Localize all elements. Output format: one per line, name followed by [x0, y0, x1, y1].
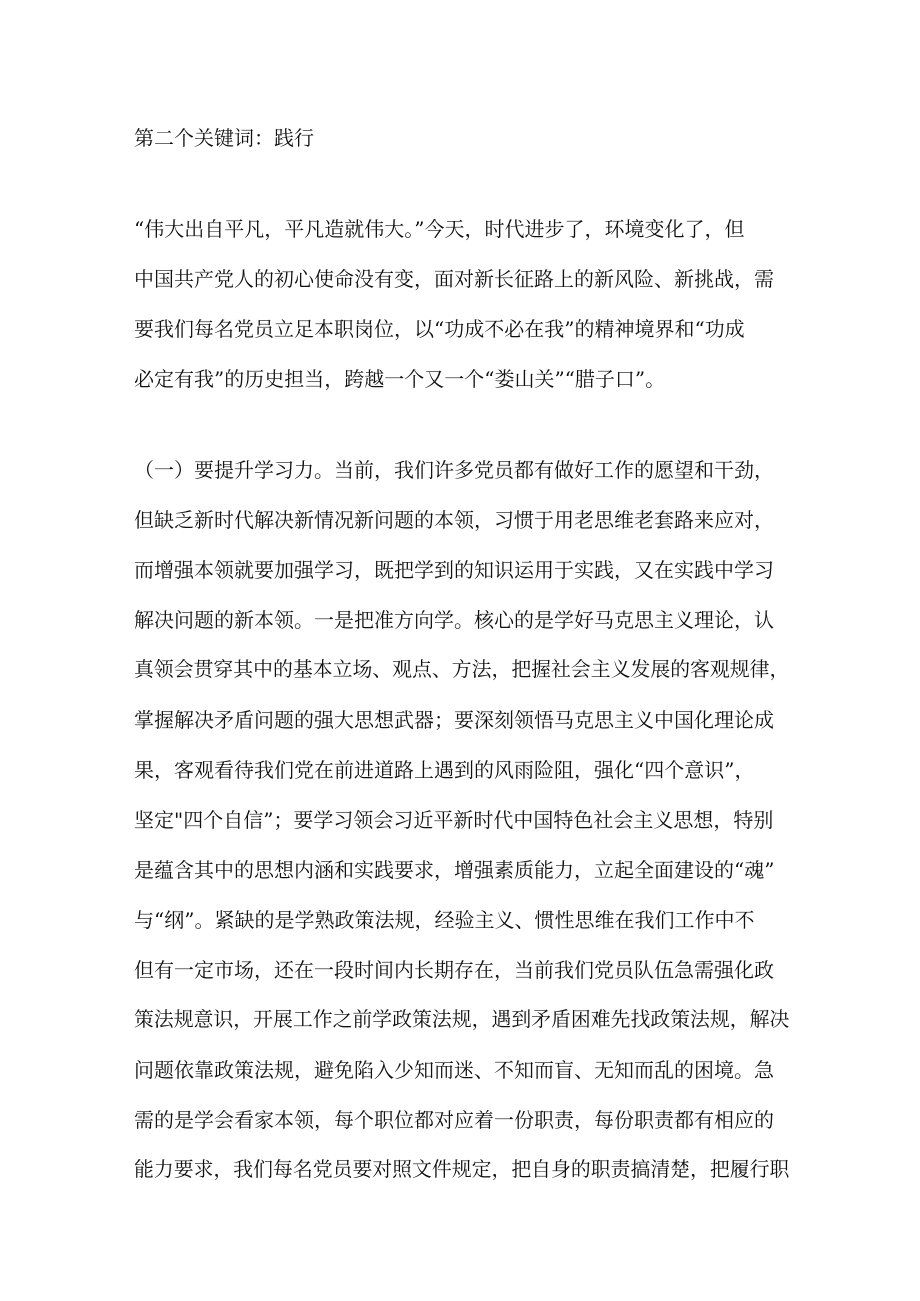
text-line: 问题依靠政策法规，避免陷入少知而迷、不知而盲、无知而乱的困境。急: [134, 1058, 774, 1082]
text-line: 但缺乏新时代解决新情况新问题的本领，习惯于用老思维老套路来应对，: [134, 508, 774, 532]
text-line: 但有一定市场，还在一段时间内长期存在，当前我们党员队伍急需强化政: [134, 958, 774, 982]
text-line: 果，客观看待我们党在前进道路上遇到的风雨险阻，强化“四个意识”，: [134, 758, 755, 782]
text-line: 与“纲”。紧缺的是学熟政策法规，经验主义、惯性思维在我们工作中不: [134, 908, 755, 932]
text-line: 是蕴含其中的思想内涵和实践要求，增强素质能力，立起全面建设的“魂”: [134, 858, 775, 882]
text-line: 坚定"四个自信”；要学习领会习近平新时代中国特色社会主义思想，特别: [134, 808, 774, 832]
section-heading: 第二个关键词：践行: [134, 126, 314, 150]
text-line: 要我们每名党员立足本职岗位，以“功成不必在我”的精神境界和“功成: [134, 317, 745, 341]
text-line: 策法规意识，开展工作之前学政策法规，遇到矛盾困难先找政策法规，解决: [134, 1008, 790, 1031]
text-line: 解决问题的新本领。一是把准方向学。核心的是学好马克思主义理论，认: [134, 608, 774, 632]
text-line: 能力要求，我们每名党员要对照文件规定，把自身的职责搞清楚，把履行职: [134, 1158, 790, 1181]
text-line: 需的是学会看家本领，每个职位都对应着一份职责，每份职责都有相应的: [134, 1108, 774, 1132]
text-line: （一）要提升学习力。当前，我们许多党员都有做好工作的愿望和干劲，: [134, 458, 774, 482]
text-line: 必定有我”的历史担当，跨越一个又一个“娄山关”“腊子口”。: [134, 367, 666, 391]
text-line: 而增强本领就要加强学习，既把学到的知识运用于实践，又在实践中学习: [134, 558, 774, 582]
text-line: 中国共产党人的初心使命没有变，面对新长征路上的新风险、新挑战，需: [134, 267, 774, 291]
text-line: 真领会贯穿其中的基本立场、观点、方法，把握社会主义发展的客观规律，: [134, 658, 790, 681]
text-line: 掌握解决矛盾问题的强大思想武器；要深刻领悟马克思主义中国化理论成: [134, 708, 774, 732]
text-line: “伟大出自平凡，平凡造就伟大。”今天，时代进步了，环境变化了，但: [134, 217, 745, 241]
